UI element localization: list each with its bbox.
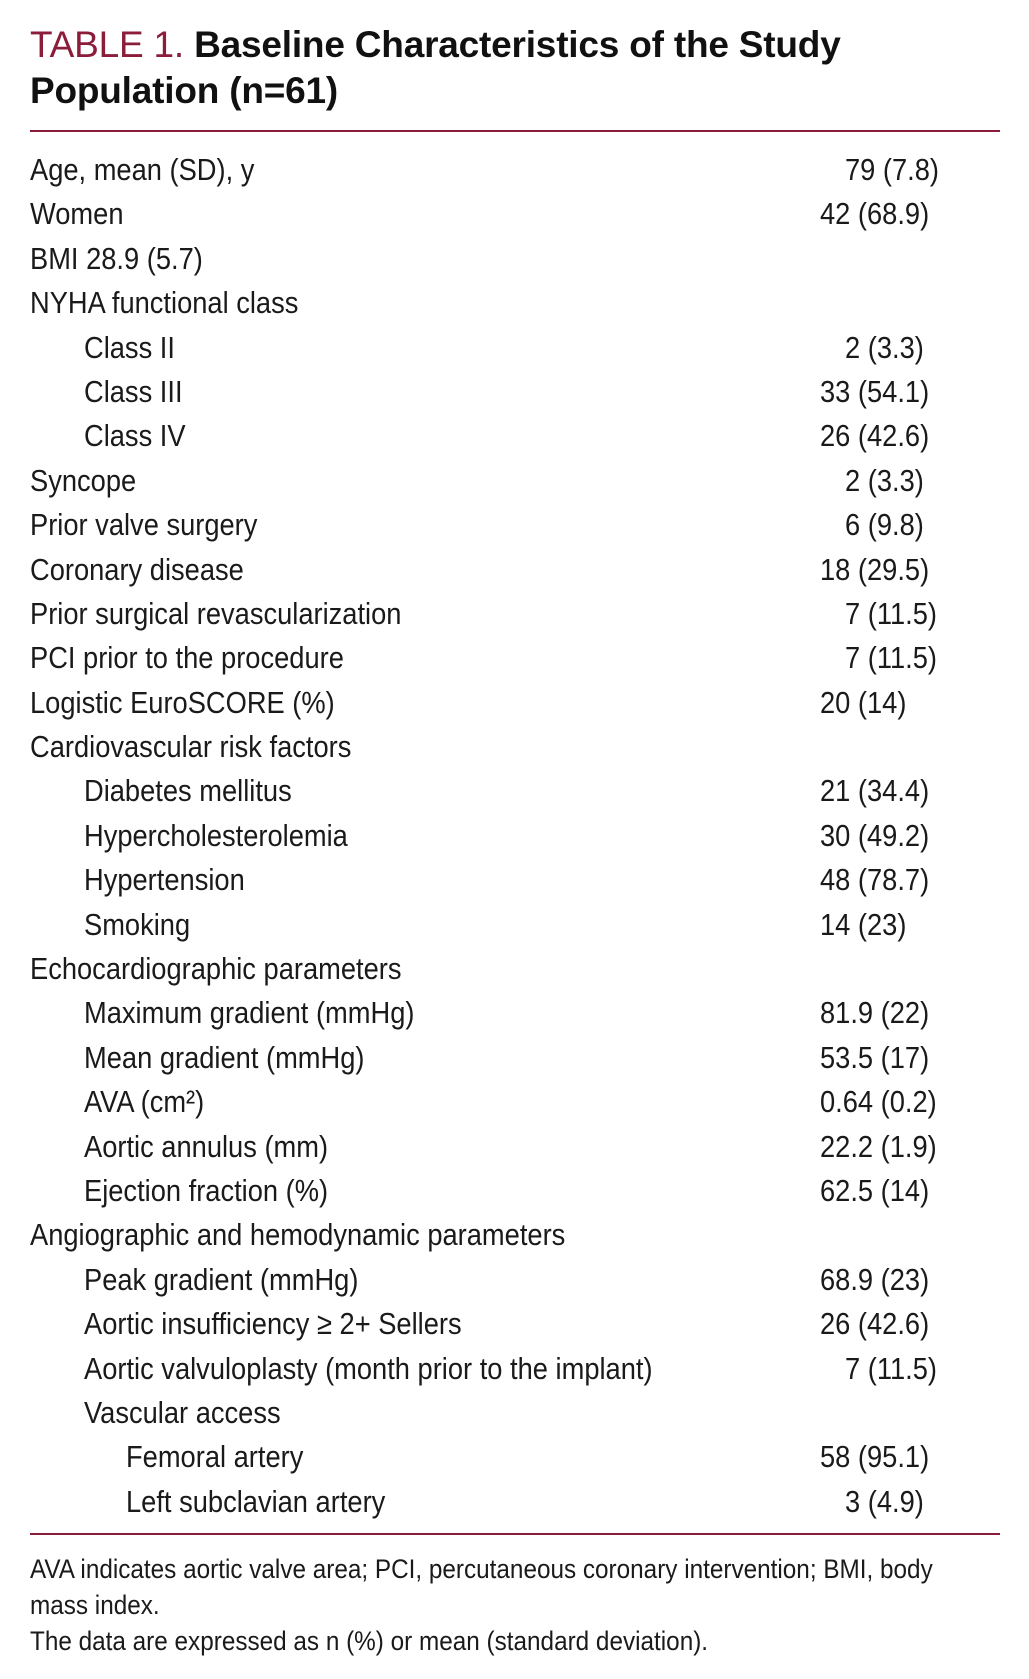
table-row <box>30 548 1000 592</box>
row-value: 22.2 (1.9) <box>820 1128 937 1164</box>
row-value: 2 (3.3) <box>845 329 924 365</box>
row-label: Vascular access <box>84 1394 281 1430</box>
table-row <box>30 1169 1000 1213</box>
table-row <box>30 769 1000 813</box>
row-label: Hypertension <box>84 862 245 898</box>
table-row <box>30 947 1000 991</box>
table-title <box>30 22 1000 114</box>
table-row <box>30 1213 1000 1257</box>
row-label: Class II <box>84 329 175 365</box>
row-label: Left subclavian artery <box>126 1483 386 1519</box>
row-value: 62.5 (14) <box>820 1172 930 1208</box>
table-row <box>30 1435 1000 1479</box>
row-label: Aortic annulus (mm) <box>84 1128 329 1164</box>
row-value: 79 (7.8) <box>845 152 940 187</box>
row-label: Echocardiographic parameters <box>30 951 402 987</box>
row-label: Ejection fraction (%) <box>84 1172 329 1208</box>
row-label: Hypercholesterolemia <box>84 817 348 853</box>
row-value: 6 (9.8) <box>845 507 924 543</box>
table-row <box>30 903 1000 947</box>
bottom-rule <box>30 1533 1000 1535</box>
row-value: 33 (54.1) <box>820 373 930 409</box>
table-row <box>30 503 1000 547</box>
table-row <box>30 281 1000 325</box>
footnote-abbreviations: AVA indicates aortic valve area; PCI, percutaneous coronary intervention; BMI, body mass index. <box>30 1554 933 1621</box>
row-value: 30 (49.2) <box>820 817 930 853</box>
row-label: Maximum gradient (mmHg) <box>84 995 415 1031</box>
row-label: Women <box>30 196 124 232</box>
table-row <box>30 1125 1000 1169</box>
row-label: Logistic EuroSCORE (%) <box>30 684 335 720</box>
row-label: Class IV <box>84 418 186 454</box>
row-value: 42 (68.9) <box>820 196 930 232</box>
table-row <box>30 1391 1000 1435</box>
table-row <box>30 326 1000 370</box>
table-row <box>30 858 1000 902</box>
table-row <box>30 636 1000 680</box>
row-label: Smoking <box>84 906 191 942</box>
row-value: 26 (42.6) <box>820 1306 930 1342</box>
table-row <box>30 1036 1000 1080</box>
table-row <box>30 1480 1000 1524</box>
row-value: 21 (34.4) <box>820 773 930 809</box>
row-value: 81.9 (22) <box>820 995 930 1031</box>
row-label: Mean gradient (mmHg) <box>84 1039 365 1075</box>
row-label: Class III <box>84 373 183 409</box>
table-row <box>30 592 1000 636</box>
row-label: Aortic valvuloplasty (month prior to the implant) <box>84 1350 653 1386</box>
row-value: 68.9 (23) <box>820 1261 930 1297</box>
row-value: 14 (23) <box>820 906 907 942</box>
table-row <box>30 459 1000 503</box>
row-label: Syncope <box>30 462 137 498</box>
row-value: 53.5 (17) <box>820 1039 930 1075</box>
row-label: Coronary disease <box>30 551 244 587</box>
row-label: PCI prior to the procedure <box>30 640 344 676</box>
table-footnote <box>30 1551 993 1659</box>
table-body <box>30 148 1000 1524</box>
row-value: 7 (11.5) <box>845 640 938 676</box>
row-label: Prior valve surgery <box>30 507 258 543</box>
row-label: Diabetes mellitus <box>84 773 292 809</box>
row-value: 3 (4.9) <box>845 1483 924 1519</box>
table-row <box>30 1347 1000 1391</box>
table-row <box>30 725 1000 769</box>
table-row <box>30 1080 1000 1124</box>
table-title-text: Baseline Characteristics of the Study Population (n=61) <box>30 24 841 111</box>
row-value: 48 (78.7) <box>820 862 930 898</box>
row-value: 7 (11.5) <box>845 1350 938 1386</box>
row-label: Prior surgical revascularization <box>30 595 402 631</box>
table-row <box>30 414 1000 458</box>
row-label: Femoral artery <box>126 1439 304 1475</box>
table-row <box>30 192 1000 236</box>
table-row <box>30 1302 1000 1346</box>
row-value: 2 (3.3) <box>845 462 924 498</box>
row-value: 7 (11.5) <box>845 595 938 631</box>
table-row <box>30 814 1000 858</box>
row-label: Aortic insufficiency ≥ 2+ Sellers <box>84 1306 462 1342</box>
row-label: Angiographic and hemodynamic parameters <box>30 1217 566 1253</box>
row-label: Peak gradient (mmHg) <box>84 1261 359 1297</box>
footnote-data-format: The data are expressed as n (%) or mean (standard deviation). <box>30 1626 709 1657</box>
table-row <box>30 1258 1000 1302</box>
top-rule <box>30 130 1000 132</box>
table-row <box>30 681 1000 725</box>
table-row <box>30 370 1000 414</box>
row-value: 0.64 (0.2) <box>820 1084 937 1120</box>
row-label: Cardiovascular risk factors <box>30 729 352 765</box>
table-label: TABLE 1. <box>30 24 185 65</box>
table-row <box>30 237 1000 281</box>
row-label: Age, mean (SD), y <box>30 152 255 187</box>
row-value: 58 (95.1) <box>820 1439 930 1475</box>
row-value: 26 (42.6) <box>820 418 930 454</box>
table-container <box>30 22 1000 1659</box>
table-row <box>30 991 1000 1035</box>
row-label: AVA (cm²) <box>84 1084 205 1120</box>
table-row <box>30 148 1000 192</box>
row-label: BMI 28.9 (5.7) <box>30 240 203 276</box>
row-value: 18 (29.5) <box>820 551 930 587</box>
row-label: NYHA functional class <box>30 285 299 321</box>
row-value: 20 (14) <box>820 684 907 720</box>
